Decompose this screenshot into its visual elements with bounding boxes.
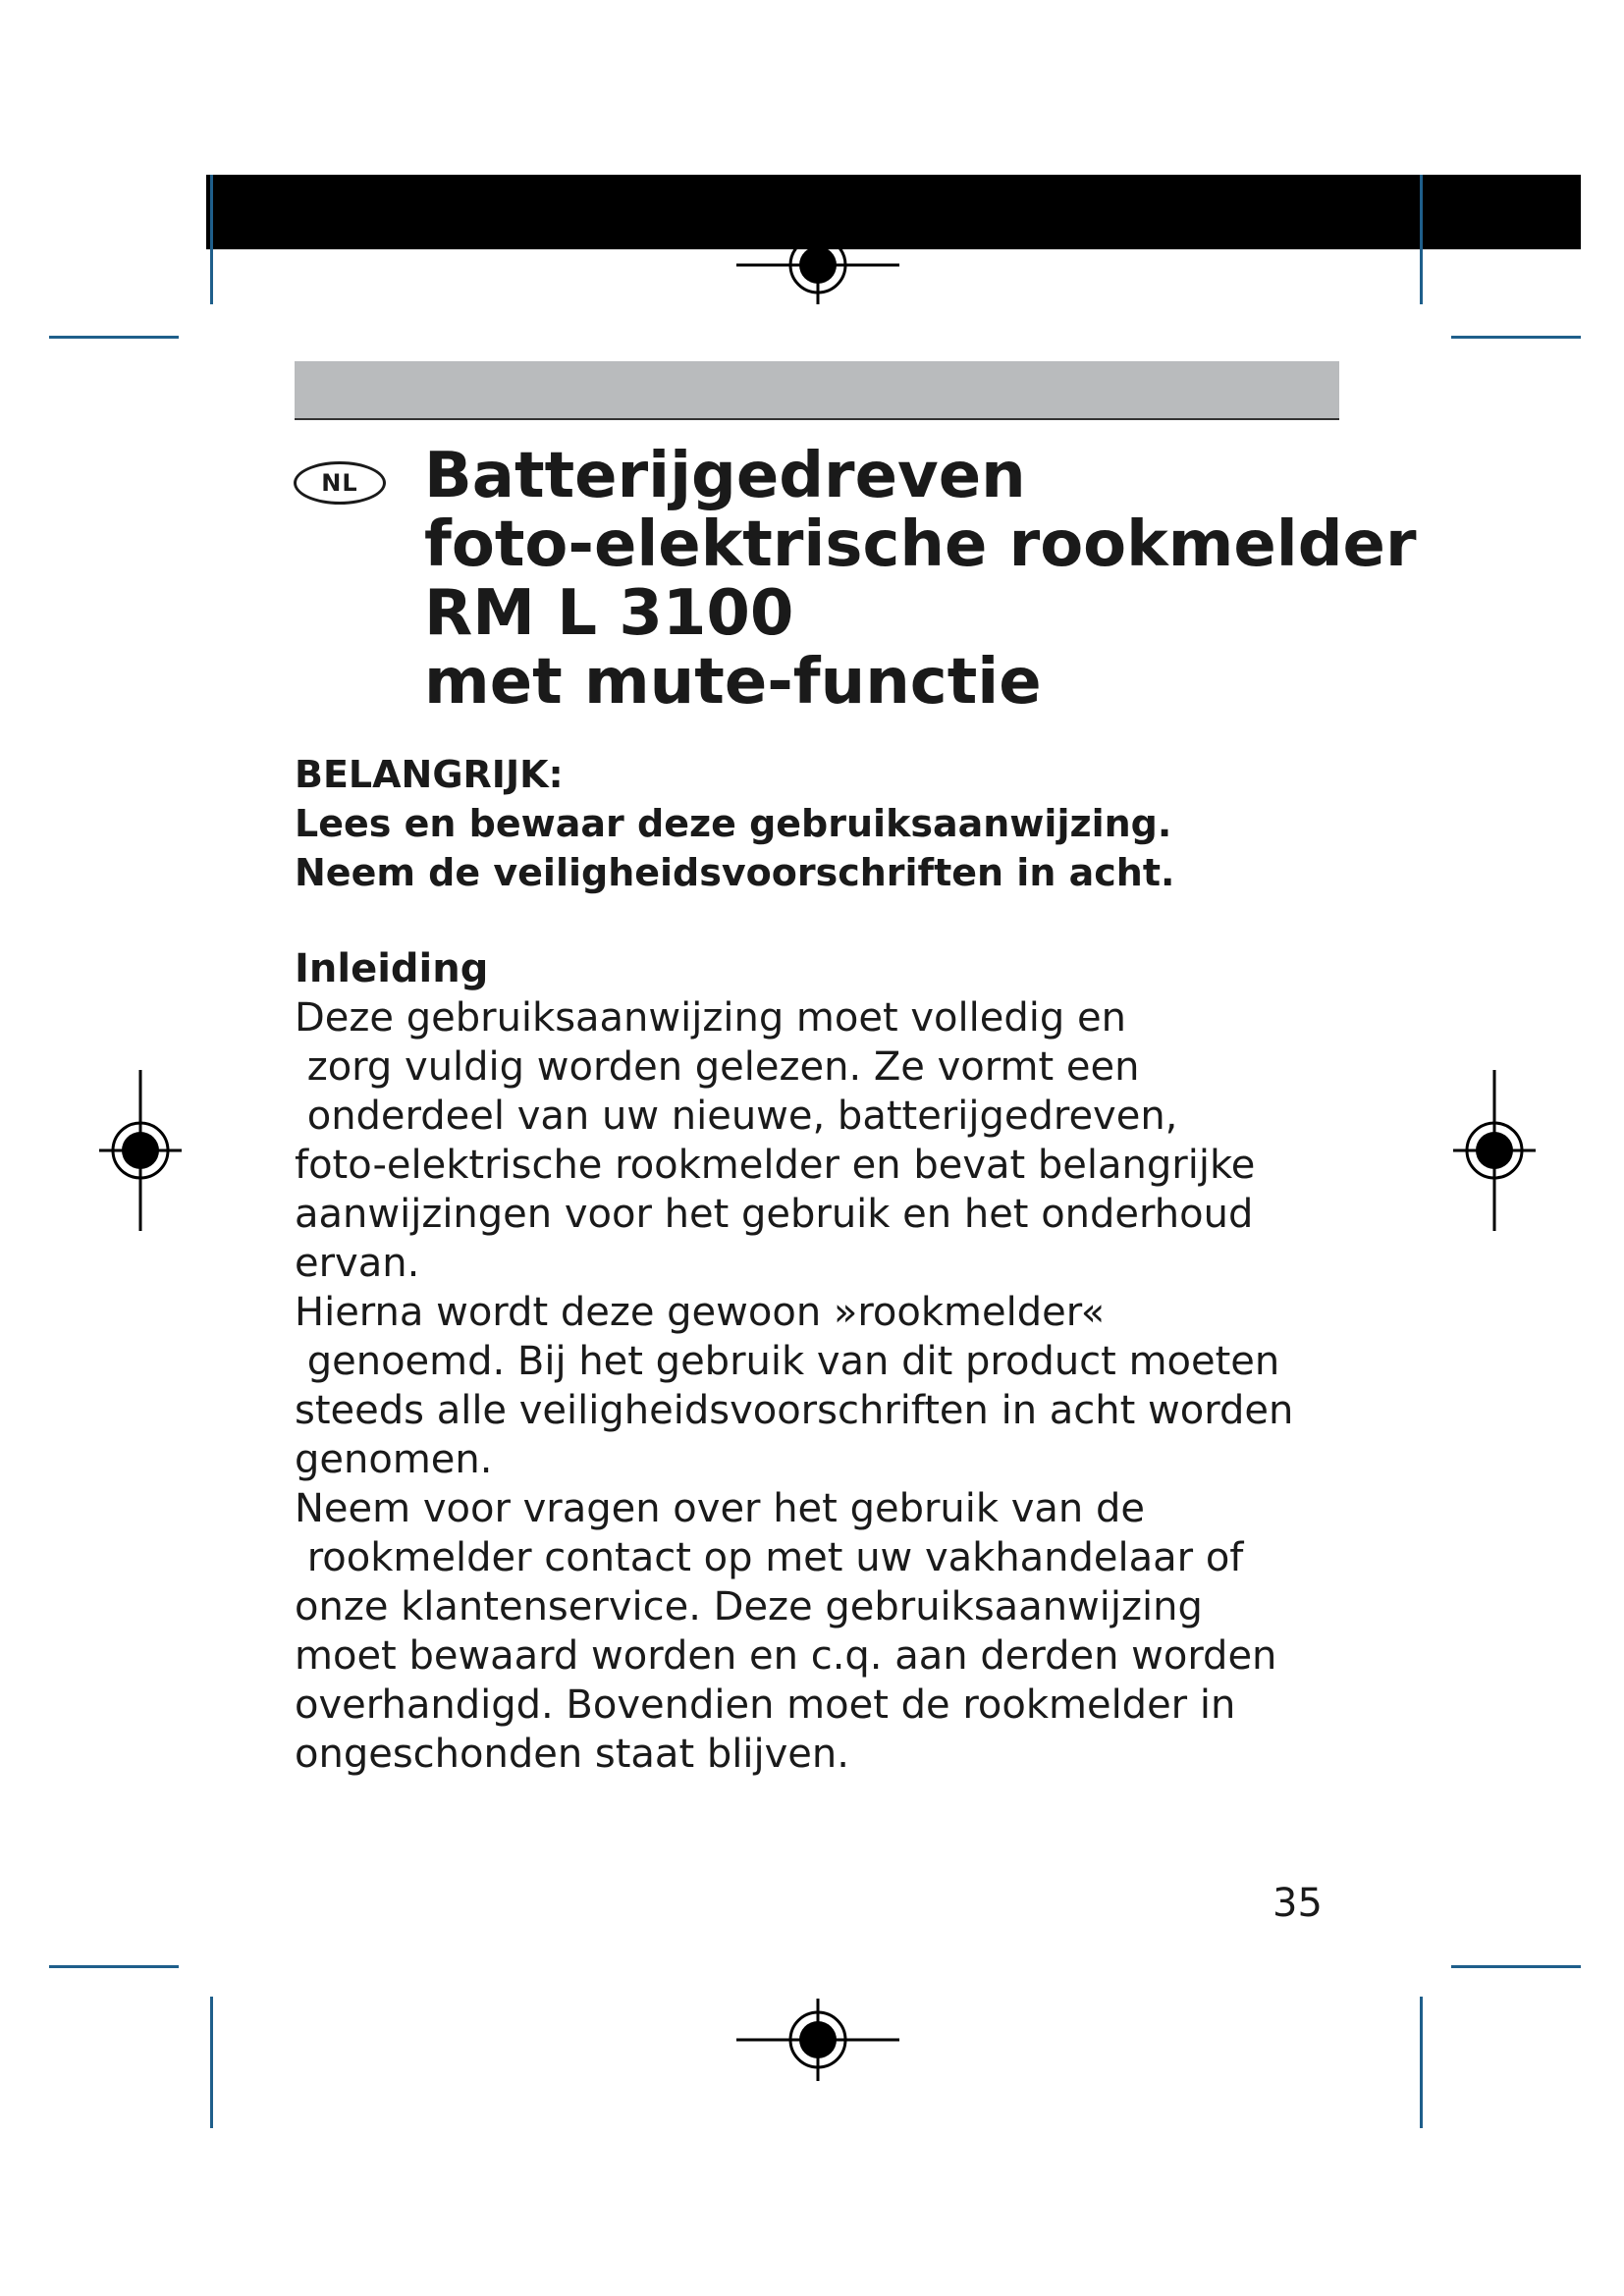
text-line: ervan. — [295, 1241, 420, 1286]
registration-mark-right-icon — [1453, 1070, 1536, 1231]
text-line: Deze gebruiksaanwijzing moet volledig en — [295, 995, 1126, 1041]
section-heading: Inleiding — [295, 946, 489, 991]
text-line: ongeschonden staat blijven. — [295, 1732, 849, 1777]
divider-rule — [295, 418, 1339, 420]
important-line: Neem de veiligheidsvoorschriften in acht. — [295, 851, 1175, 894]
text-line: aanwijzingen voor het gebruik en het onderhoud — [295, 1192, 1254, 1237]
language-badge — [294, 461, 386, 505]
text-line: zorg vuldig worden gelezen. Ze vormt een — [295, 1044, 1140, 1090]
text-line: onze klantenservice. Deze gebruiksaanwijzing — [295, 1584, 1203, 1629]
text-line: Hierna wordt deze gewoon »rookmelder« — [295, 1290, 1106, 1335]
text-line: rookmelder contact op met uw vakhandelaar of — [295, 1535, 1244, 1580]
registration-mark-bottom-icon — [736, 1999, 899, 2081]
language-badge-label: NL — [321, 469, 358, 497]
crop-mark-top-left-vertical — [210, 175, 213, 304]
text-line: foto-elektrische rookmelder en bevat belangrijke — [295, 1143, 1256, 1188]
page-number: 35 — [1272, 1881, 1323, 1926]
crop-mark-top-right-vertical — [1420, 175, 1423, 304]
text-line: genoemd. Bij het gebruik van dit product moeten — [295, 1339, 1280, 1384]
title-line: foto-elektrische rookmelder — [424, 508, 1417, 581]
crop-mark-bottom-left-horizontal — [49, 1965, 179, 1968]
section-band — [295, 361, 1339, 418]
text-line: genomen. — [295, 1437, 493, 1482]
text-line: onderdeel van uw nieuwe, batterijgedreven, — [295, 1094, 1178, 1139]
crop-mark-bottom-right-vertical — [1420, 1997, 1423, 2128]
title-line: RM L 3100 — [424, 577, 794, 650]
document-title — [424, 440, 1417, 719]
text-line: moet bewaard worden en c.q. aan derden worden — [295, 1633, 1277, 1679]
important-notice — [295, 750, 1375, 897]
crop-mark-top-right-horizontal — [1451, 336, 1581, 339]
title-line: met mute-functie — [424, 646, 1042, 719]
text-line: overhandigd. Bovendien moet de rookmelder in — [295, 1682, 1236, 1728]
important-label: BELANGRIJK: — [295, 753, 564, 796]
text-line: steeds alle veiligheidsvoorschriften in acht worden — [295, 1388, 1294, 1433]
title-line: Batterijgedreven — [424, 440, 1026, 512]
registration-mark-top-icon — [736, 224, 899, 304]
crop-mark-bottom-right-horizontal — [1451, 1965, 1581, 1968]
crop-mark-top-left-horizontal — [49, 336, 179, 339]
body-paragraphs — [295, 993, 1375, 1779]
text-line: Neem voor vragen over het gebruik van de — [295, 1486, 1145, 1531]
crop-mark-bottom-left-vertical — [210, 1997, 213, 2128]
registration-mark-left-icon — [99, 1070, 182, 1231]
important-line: Lees en bewaar deze gebruiksaanwijzing. — [295, 802, 1172, 845]
